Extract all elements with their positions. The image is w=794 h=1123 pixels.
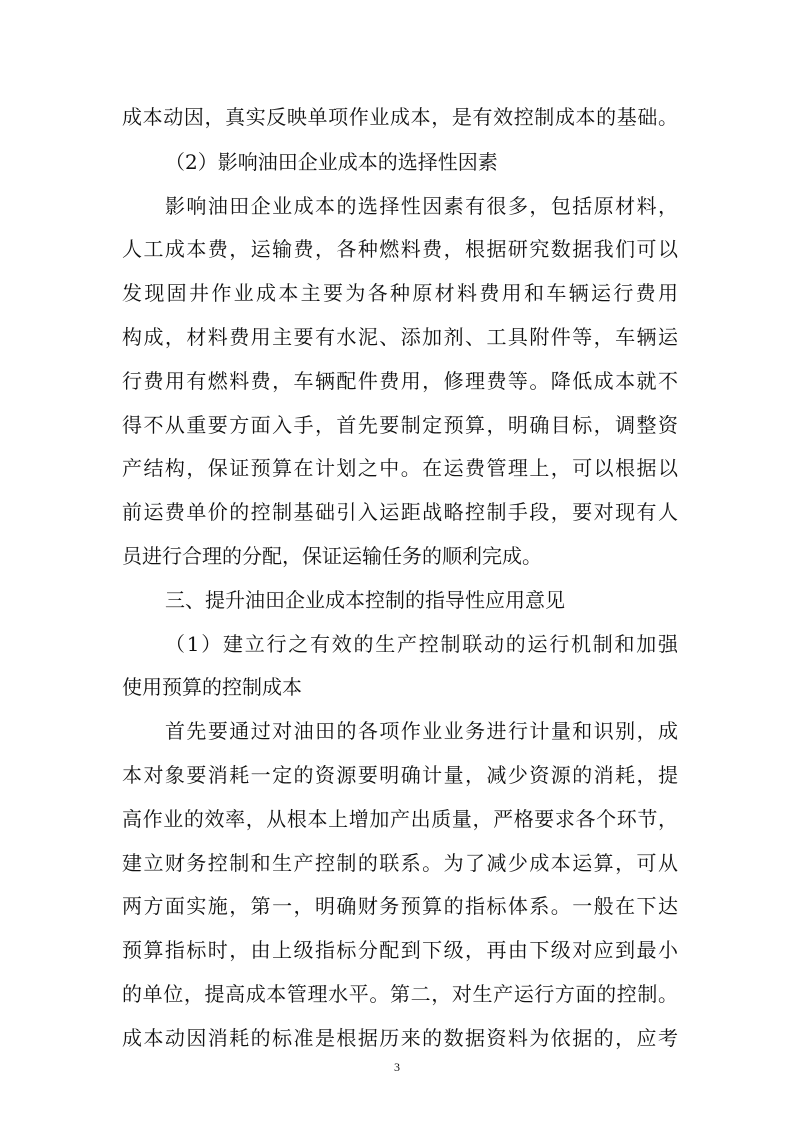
body-text-line: 人工成本费，运输费，各种燃料费，根据研究数据我们可以 [122,237,678,261]
subheading-continuation: 使用预算的控制成本 [122,675,302,699]
body-text-line: 构成，材料费用主要有水泥、添加剂、工具附件等，车辆运 [122,325,678,349]
body-text-line: 两方面实施，第一，明确财务预算的指标体系。一般在下达 [122,894,678,918]
body-text-line: 前运费单价的控制基础引入运距战略控制手段，要对现有人 [122,500,678,524]
subheading: （1）建立行之有效的生产控制联动的运行机制和加强 [165,632,678,656]
body-text-line: 影响油田企业成本的选择性因素有很多，包括原材料， [165,194,678,218]
body-text-line: 员进行合理的分配，保证运输任务的顺利完成。 [122,544,542,568]
body-text-line: 成本动因，真实反映单项作业成本，是有效控制成本的基础。 [122,105,678,129]
body-text-line: 行费用有燃料费，车辆配件费用，修理费等。降低成本就不 [122,369,678,393]
body-text-line: 预算指标时，由上级指标分配到下级，再由下级对应到最小 [122,938,678,962]
subheading: （2）影响油田企业成本的选择性因素 [165,150,498,174]
body-text-line: 产结构，保证预算在计划之中。在运费管理上，可以根据以 [122,456,678,480]
body-text-line: 高作业的效率，从根本上增加产出质量，严格要求各个环节， [122,807,678,831]
body-text-line: 本对象要消耗一定的资源要明确计量，减少资源的消耗，提 [122,763,678,787]
body-text-line: 的单位，提高成本管理水平。第二，对生产运行方面的控制。 [122,982,678,1006]
section-heading: 三、提升油田企业成本控制的指导性应用意见 [165,588,565,612]
body-text-line: 首先要通过对油田的各项作业业务进行计量和识别，成 [165,719,678,743]
body-text-line: 得不从重要方面入手，首先要制定预算，明确目标，调整资 [122,413,678,437]
body-text-line: 建立财务控制和生产控制的联系。为了减少成本运算，可从 [122,851,678,875]
body-text-line: 成本动因消耗的标准是根据历来的数据资料为依据的，应考 [122,1026,678,1050]
body-text-line: 发现固井作业成本主要为各种原材料费用和车辆运行费用 [122,281,678,305]
page-number: 3 [394,1060,400,1074]
